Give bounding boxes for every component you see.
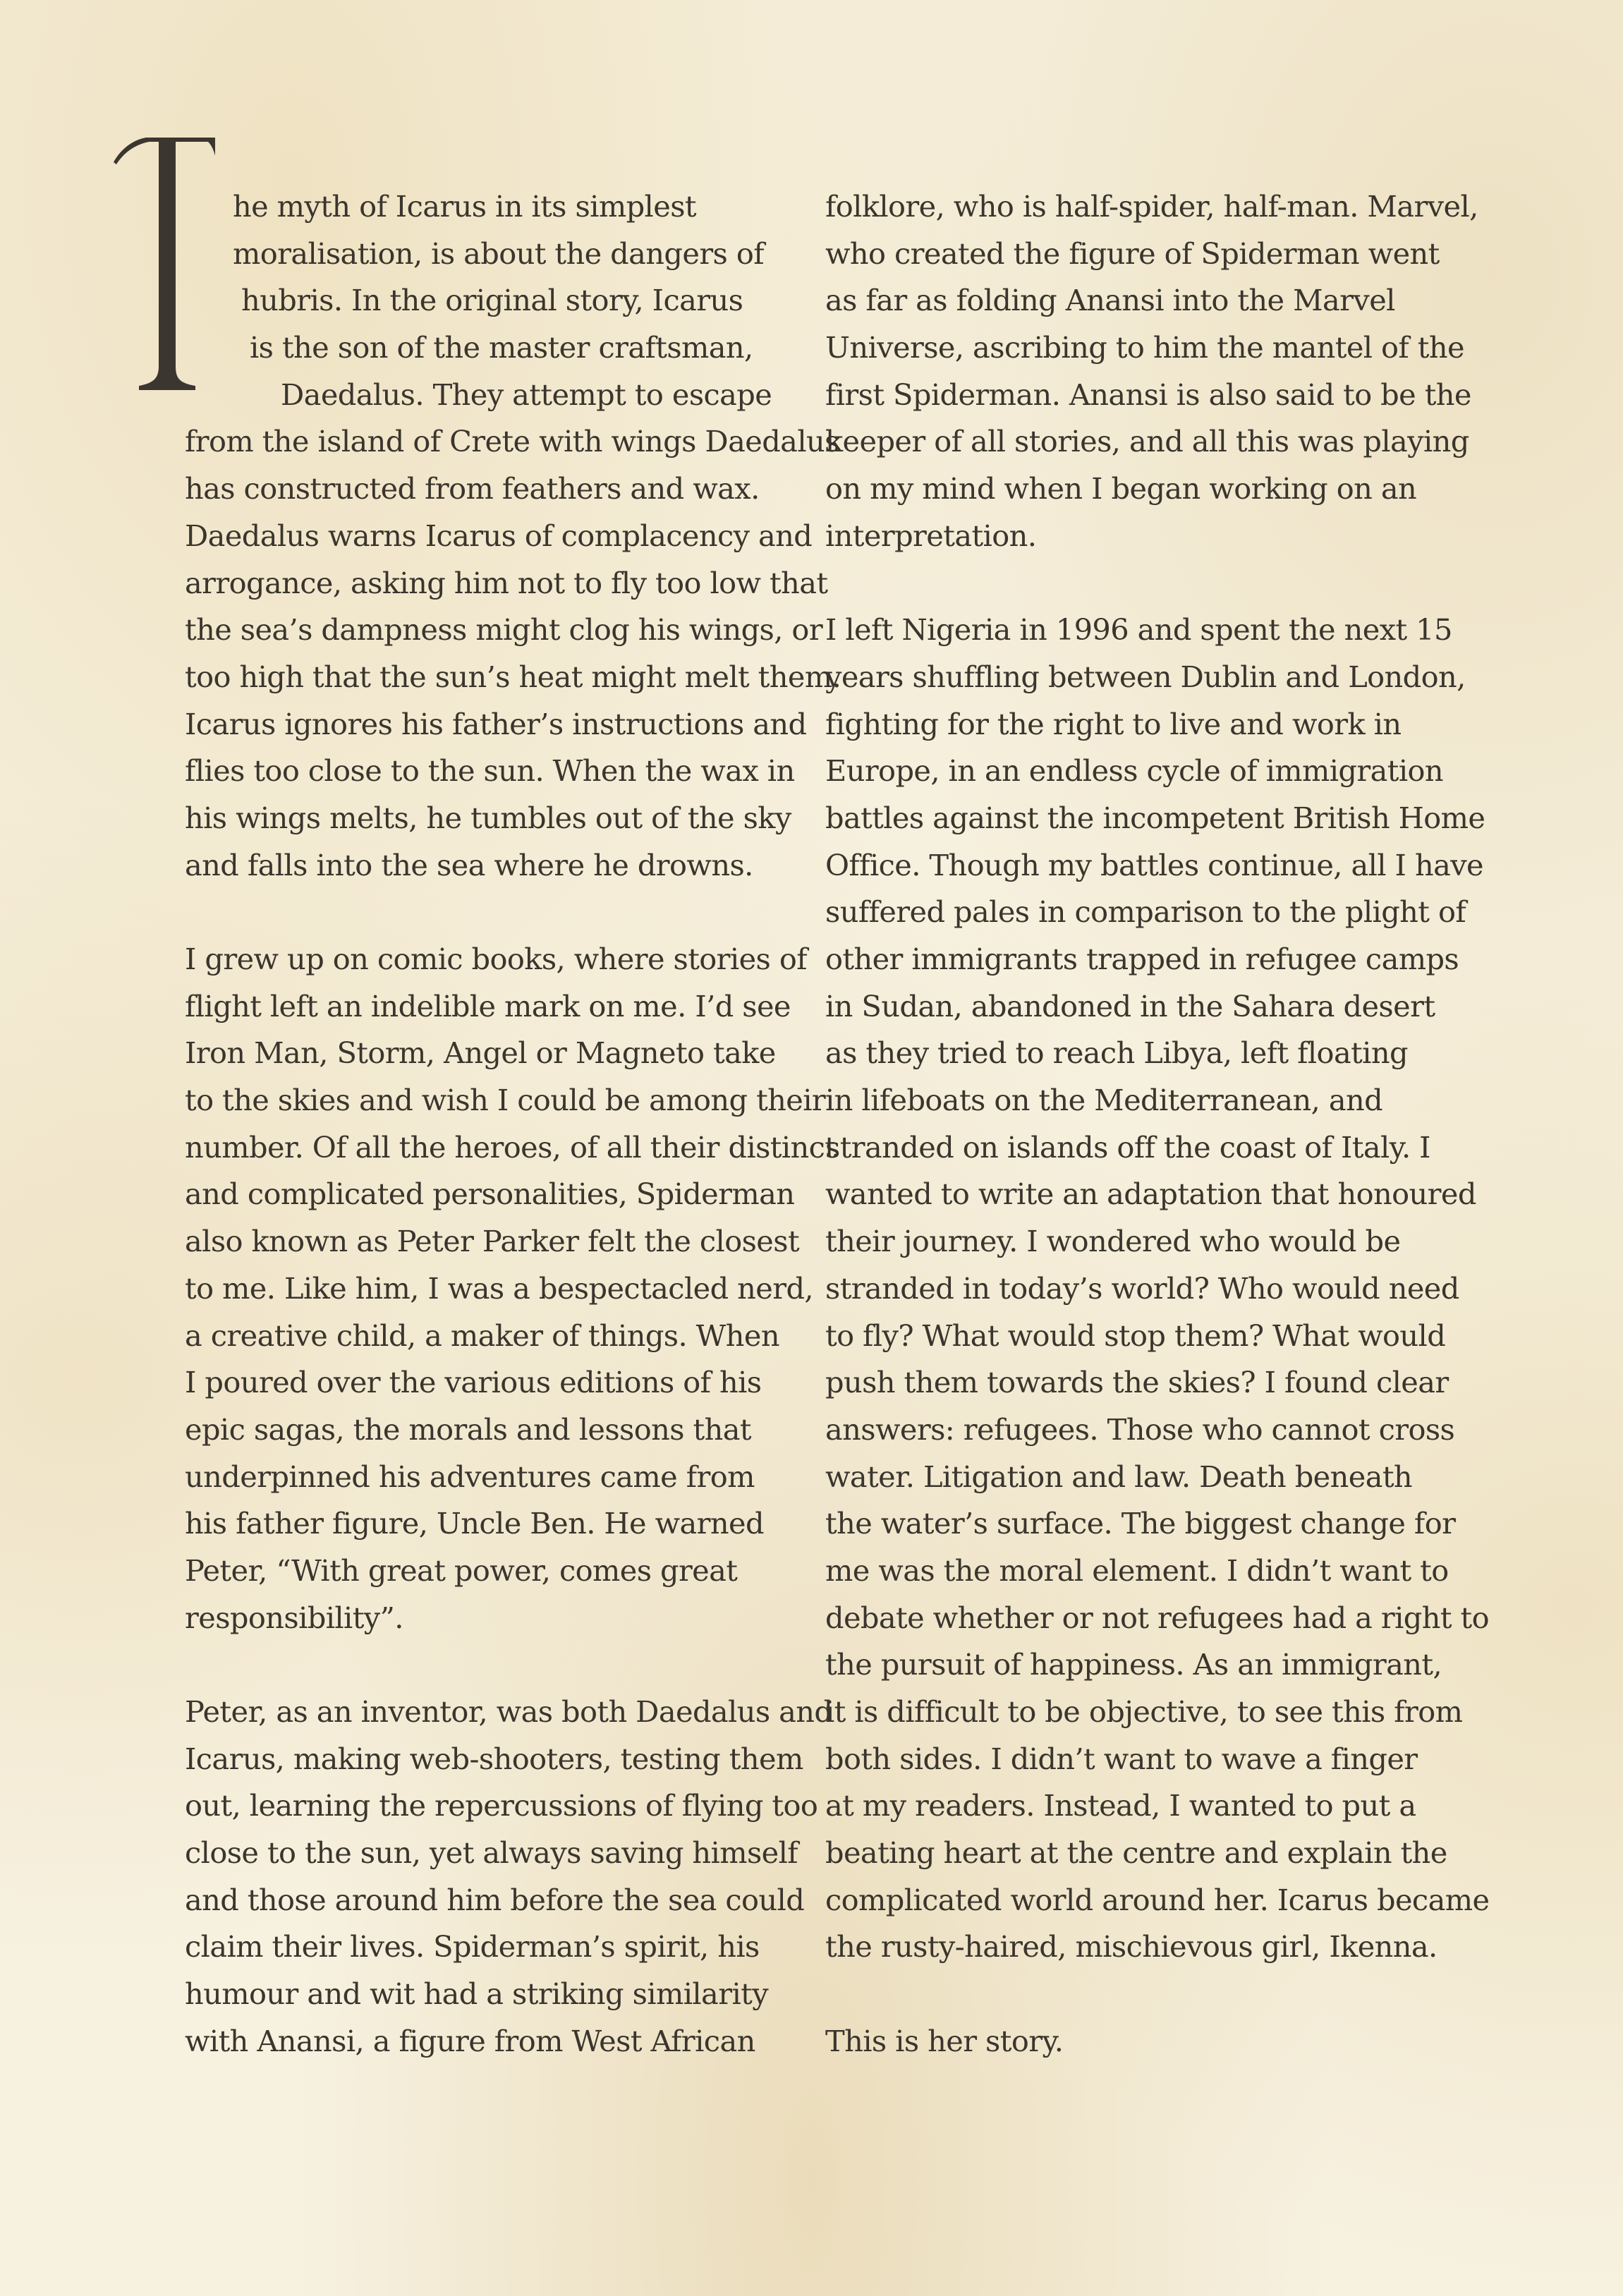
paragraph-icarus-myth	[185, 183, 841, 889]
text-line: Daedalus. They attempt to escape	[281, 377, 772, 412]
text-line: his father figure, Uncle Ben. He warned	[185, 1506, 764, 1541]
text-line: fighting for the right to live and work in	[825, 706, 1402, 741]
text-line: water. Litigation and law. Death beneath	[825, 1459, 1413, 1494]
text-line: has constructed from feathers and wax.	[185, 471, 760, 506]
paragraph-gap	[825, 1971, 1446, 2018]
text-line: wanted to write an adaptation that honoured	[825, 1177, 1476, 1212]
text-line: a creative child, a maker of things. When	[185, 1318, 779, 1353]
paragraph-gap	[825, 560, 1446, 607]
text-line: claim their lives. Spiderman’s spirit, his	[185, 1929, 760, 1964]
text-line: Daedalus warns Icarus of complacency and	[185, 518, 813, 553]
text-line: number. Of all the heroes, of all their distinct	[185, 1129, 837, 1165]
text-line: their journey. I wondered who would be	[825, 1224, 1401, 1259]
text-line: other immigrants trapped in refugee camps	[825, 942, 1459, 976]
paragraph-peter-inventor	[185, 1689, 833, 2065]
text-line: suffered pales in comparison to the plight of	[825, 894, 1466, 930]
text-line: I grew up on comic books, where stories of	[185, 942, 807, 976]
text-line: too high that the sun’s heat might melt them.	[185, 659, 841, 694]
text-line: Europe, in an endless cycle of immigration	[825, 753, 1444, 789]
text-line: hubris. In the original story, Icarus	[241, 283, 743, 318]
text-line: it is difficult to be objective, to see this from	[825, 1694, 1463, 1729]
text-line: as far as folding Anansi into the Marvel	[825, 283, 1395, 318]
text-line: years shuffling between Dublin and London,	[825, 659, 1466, 694]
text-line: I left Nigeria in 1996 and spent the next 15	[825, 612, 1452, 648]
text-line: who created the figure of Spiderman went	[825, 236, 1440, 271]
text-line: the pursuit of happiness. As an immigrant,	[825, 1647, 1442, 1682]
text-line: as they tried to reach Libya, left floating	[825, 1035, 1408, 1071]
text-line: to fly? What would stop them? What would	[825, 1318, 1446, 1353]
text-line: he myth of Icarus in its simplest	[233, 189, 696, 224]
text-line: is the son of the master craftsman,	[250, 330, 753, 365]
text-line: both sides. I didn’t want to wave a finger	[825, 1741, 1418, 1776]
text-line: from the island of Crete with wings Daedalus	[185, 424, 839, 459]
text-line: Office. Though my battles continue, all I have	[825, 847, 1484, 882]
text-line: Icarus, making web-shooters, testing them	[185, 1741, 803, 1776]
text-line: Icarus ignores his father’s instructions and	[185, 706, 807, 741]
text-line: and falls into the sea where he drowns.	[185, 847, 753, 882]
text-line: stranded on islands off the coast of Italy. I	[825, 1129, 1430, 1165]
text-line: to me. Like him, I was a bespectacled nerd,	[185, 1270, 814, 1306]
text-line: in Sudan, abandoned in the Sahara desert	[825, 988, 1435, 1024]
text-line: Peter, “With great power, comes great	[185, 1553, 738, 1588]
text-line: beating heart at the centre and explain the	[825, 1835, 1447, 1871]
text-line: the water’s surface. The biggest change for	[825, 1506, 1456, 1541]
text-line: This is her story.	[825, 2023, 1064, 2058]
text-line: moralisation, is about the dangers of	[233, 236, 764, 271]
text-line: the sea’s dampness might clog his wings, or	[185, 612, 823, 648]
text-line: underpinned his adventures came from	[185, 1459, 755, 1494]
text-line: push them towards the skies? I found clear	[825, 1365, 1449, 1400]
text-line: battles against the incompetent British Home	[825, 800, 1485, 835]
text-line: also known as Peter Parker felt the closest	[185, 1224, 800, 1259]
text-line: Iron Man, Storm, Angel or Magneto take	[185, 1035, 776, 1071]
paragraph-anansi	[825, 183, 1478, 560]
text-line: I poured over the various editions of his	[185, 1365, 762, 1400]
text-line: Universe, ascribing to him the mantel of the	[825, 330, 1464, 365]
text-line: to the skies and wish I could be among their	[185, 1083, 826, 1118]
text-line: Peter, as an inventor, was both Daedalus and	[185, 1694, 833, 1729]
text-line: complicated world around her. Icarus became	[825, 1882, 1490, 1917]
text-line: keeper of all stories, and all this was playing	[825, 424, 1469, 459]
text-line: arrogance, asking him not to fly too low that	[185, 565, 828, 600]
text-line: flies too close to the sun. When the wax in	[185, 753, 795, 789]
text-line: answers: refugees. Those who cannot cross	[825, 1411, 1455, 1447]
paragraph-gap	[185, 889, 820, 936]
text-line: first Spiderman. Anansi is also said to be the	[825, 377, 1471, 412]
text-line: the rusty-haired, mischievous girl, Ikenna.	[825, 1929, 1437, 1964]
right-column	[825, 183, 1490, 2065]
text-line: out, learning the repercussions of flying too	[185, 1788, 818, 1823]
text-line: with Anansi, a figure from West African	[185, 2023, 755, 2058]
text-line: in lifeboats on the Mediterranean, and	[825, 1083, 1383, 1118]
text-line: and those around him before the sea could	[185, 1882, 805, 1917]
text-line: flight left an indelible mark on me. I’d see	[185, 988, 791, 1024]
text-line: responsibility”.	[185, 1600, 403, 1635]
text-line: at my readers. Instead, I wanted to put a	[825, 1788, 1416, 1823]
text-line: and complicated personalities, Spiderman	[185, 1177, 795, 1212]
text-line: on my mind when I began working on an	[825, 471, 1417, 506]
text-line: me was the moral element. I didn’t want to	[825, 1553, 1449, 1588]
paragraph-nigeria	[825, 607, 1490, 1971]
left-column	[185, 183, 841, 2065]
text-line: close to the sun, yet always saving himself	[185, 1835, 798, 1871]
text-line: debate whether or not refugees had a right to	[825, 1600, 1490, 1635]
paragraph-gap	[185, 1641, 820, 1689]
text-line: epic sagas, the morals and lessons that	[185, 1411, 751, 1447]
paragraph-closing	[825, 2018, 1446, 2065]
paragraph-comic-books	[185, 936, 837, 1641]
text-line: folklore, who is half-spider, half-man. Marvel,	[825, 189, 1478, 224]
text-line: stranded in today’s world? Who would need	[825, 1270, 1459, 1306]
text-line: humour and wit had a striking similarity	[185, 1976, 769, 2012]
text-line: interpretation.	[825, 518, 1037, 553]
text-line: his wings melts, he tumbles out of the sky	[185, 800, 791, 835]
